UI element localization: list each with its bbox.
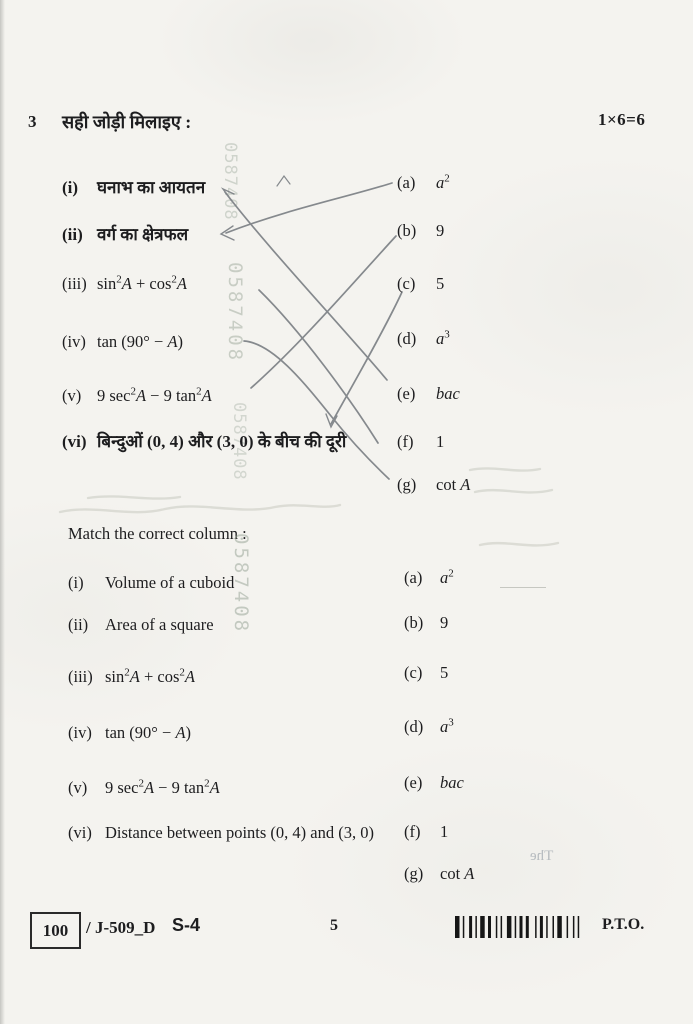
option-label: (a) [404,568,423,587]
set-code: S-4 [172,915,201,935]
pen-line-iv-g [244,341,389,479]
serial-stamp: 0587408 [220,142,240,221]
english-option-g [404,862,474,886]
item-label: (v) [68,778,88,797]
option-text: 5 [440,663,449,682]
option-text: 9 [440,613,449,632]
option-label: (c) [397,274,416,293]
question-number: 3 [28,112,37,131]
paper-count-box [30,912,81,949]
item-label: (ii) [62,225,83,244]
hindi-item-i [62,176,205,200]
item-text: tan (90° − A) [97,332,184,351]
marks-label: 1×6=6 [598,110,646,129]
item-text: tan (90° − A) [105,723,192,742]
showthrough-scribble [470,468,540,470]
option-label: (d) [404,717,424,736]
item-label: (iv) [68,723,92,742]
option-text: $a^2$ [440,567,454,587]
option-label: (e) [404,773,423,792]
page-edge-shadow [0,0,5,1024]
english-option-e [404,771,464,795]
english-item-vi [68,821,374,845]
item-label: (i) [62,178,79,197]
showthrough-scribble [480,543,558,545]
option-label: (d) [397,329,417,348]
hindi-option-d [397,327,450,351]
english-item-v [68,776,220,800]
item-label: (v) [62,386,82,405]
option-label: (g) [397,475,417,494]
item-text: घनाभ का आयतन [97,178,206,197]
option-text: 1 [436,432,445,451]
hindi-item-iii [62,272,187,296]
item-text: बिन्दुओं (0, 4) और (3, 0) के बीच की दूरी [97,432,347,451]
option-text: 5 [436,274,445,293]
showthrough-scribble [88,496,180,498]
pen-line-i-e [225,192,387,380]
item-label: (iii) [68,667,93,686]
item-label: (i) [68,573,84,592]
english-option-b [404,611,448,635]
item-text: वर्ग का क्षेत्रफल [97,225,189,244]
option-text: $a^3$ [440,716,454,736]
item-label: (iv) [62,332,86,351]
option-label: (b) [404,613,424,632]
pen-arrowhead [223,189,234,200]
hindi-option-b [397,219,444,243]
showthrough-scribble [60,505,340,512]
option-text: bac [440,773,464,792]
showthrough-text: The [530,848,554,864]
pen-arrowhead [326,414,337,427]
pen-line-v-b [251,236,396,388]
option-label: (g) [404,864,424,883]
paper-count: 100 [42,920,69,940]
item-label: (vi) [62,432,87,451]
barcode [455,916,590,938]
hindi-option-f [397,430,444,454]
pen-line-a-ii [226,183,392,233]
english-option-f [404,820,448,844]
item-text: $\sin^2A + \cos^2A$ [97,273,188,293]
option-label: (f) [404,822,421,841]
item-text: Distance between points (0, 4) and (3, 0) [105,823,374,842]
option-text: $a^2$ [436,172,450,192]
item-label: (vi) [68,823,92,842]
item-label: (iii) [62,274,87,293]
paper-code: / J-509_D [86,918,156,937]
item-text: 9 $\sec^2A - 9$ $\tan^2A$ [105,777,220,797]
page-number: 5 [330,917,338,934]
option-text: $a^3$ [436,328,450,348]
serial-stamp: 0587408 [229,402,249,481]
pen-line-iii-f [259,290,378,443]
faint-dash-mark [500,587,546,588]
item-text: Volume of a cuboid [105,573,235,592]
option-text: cot A [436,475,471,494]
hindi-item-v [62,384,212,408]
hindi-option-c [397,272,444,296]
option-text: 1 [440,822,449,841]
pto-label: P.T.O. [602,916,645,933]
english-option-c [404,661,448,685]
option-text: 9 [436,221,445,240]
option-text: cot A [440,864,475,883]
english-option-a [404,566,454,590]
item-text: $\sin^2A + \cos^2A$ [105,666,196,686]
question-title-hindi: सही जोड़ी मिलाइए : [62,112,192,132]
hindi-option-a [397,171,450,195]
option-label: (b) [397,221,417,240]
hindi-item-iv [62,330,183,354]
pen-arrowhead [221,226,234,240]
item-label: (ii) [68,615,89,634]
english-item-ii [68,613,214,637]
english-item-i [68,571,234,595]
question-title-english: Match the correct column : [68,524,247,543]
pen-line-c-vi [331,292,402,424]
item-text: Area of a square [105,615,214,634]
showthrough-scribble [475,490,552,492]
item-text: 9 $\sec^2A - 9$ $\tan^2A$ [97,385,212,405]
option-label: (e) [397,384,416,403]
option-label: (a) [397,173,416,192]
option-text: bac [436,384,460,403]
hindi-item-vi [62,430,346,454]
english-item-iii [68,665,195,689]
hindi-option-e [397,382,460,406]
serial-stamp: 0587408 [230,533,252,635]
serial-stamp: 0587408 [224,262,246,364]
stray-pen-mark [277,176,290,186]
english-option-d [404,715,454,739]
hindi-option-g [397,473,470,497]
option-label: (f) [397,432,414,451]
hindi-item-ii [62,223,188,247]
option-label: (c) [404,663,423,682]
english-item-iv [68,721,191,745]
